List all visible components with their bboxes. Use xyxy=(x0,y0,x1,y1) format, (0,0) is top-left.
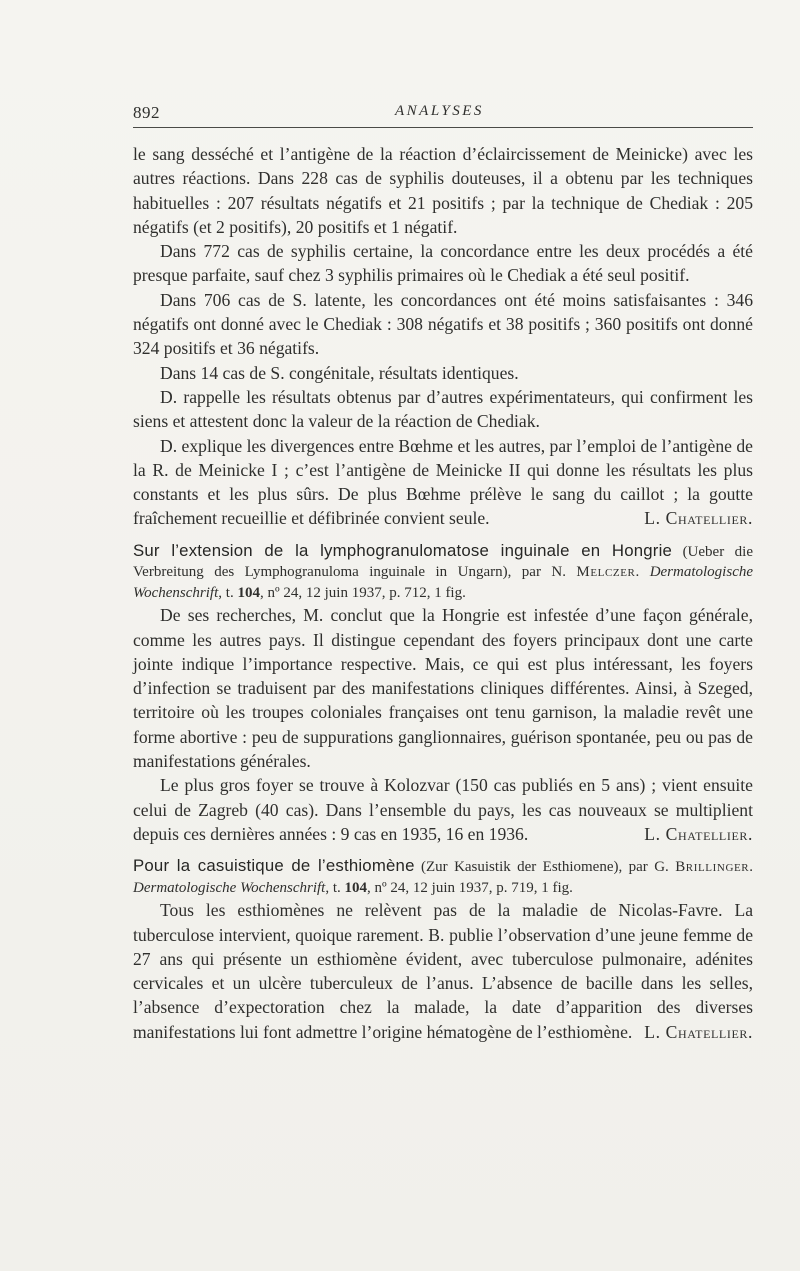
citation-part: (Ueber die Verbreitung des Lymphogranuloma inguinale in Ungarn), par N. xyxy=(133,543,754,581)
page-number: 892 xyxy=(133,103,160,122)
paragraph: D. rappelle les résultats obtenus par d’autres expérimentateurs, qui confirment les siens et attestent donc la valeur de la réaction de Chediak. xyxy=(133,386,753,432)
signature: L. Chatellier. xyxy=(644,1021,753,1042)
citation-part: , nº 24, 12 juin 1937, p. 712, 1 fig. xyxy=(259,584,466,601)
paragraph-text: D. explique les divergences entre Bœhme et les autres, par l’emploi de l’antigène de la R. de Meinicke I ; c’est l’antigène de Meinicke II qui donne les résultats les plus constants et les plus sûrs. De plus Bœhme prélève le sang du caillot ; la goutte fraîchement recueillie et défibrinée convient seule. xyxy=(133,435,753,529)
article-title: Pour la casuistique de l’esthiomène xyxy=(133,856,415,876)
citation-journal: Dermatologische Wochenschrift xyxy=(133,564,754,601)
article-heading xyxy=(133,856,753,898)
citation-part: . xyxy=(749,859,753,876)
running-head: ANALYSES xyxy=(395,103,484,119)
citation-author: Brillinger xyxy=(675,859,750,876)
citation-volume: 104 xyxy=(237,584,260,601)
paragraph: le sang desséché et l’antigène de la réaction d’éclaircissement de Meinicke) avec les autres réactions. Dans 228 cas de syphilis douteuses, il a obtenu par les techniques habituelles : 207 résultats négatifs et 21 positifs ; par la technique de Chediak : 205 négatifs (et 2 positifs), 20 positifs et 1 négatif. xyxy=(133,144,753,237)
paragraph: Tous les esthiomènes ne relèvent pas de la maladie de Nicolas-Favre. La tuberculose intervient, quoique rarement. B. publie l’observation d’une jeune femme de 27 ans qui présente un esthiomène évident, avec tuberculose pulmonaire, adénites cervicales et un ulcère tuberculeux de l’anus. L’absence de bacille dans les selles, l’absence d’expectoration chez la malade, la date d’apparition des diverses manifestations lui font admettre l’origine hématogène de l’esthiomène. xyxy=(133,900,753,1042)
review-chediak xyxy=(133,142,753,531)
paragraph: Le plus gros foyer se trouve à Kolozvar (150 cas publiés en 5 ans) ; vient ensuite celui de Zagreb (40 cas). Dans l’ensemble du pays, les cas nouveaux se multiplient depuis ces dernières années : 9 cas en 1935, 16 en 1936. xyxy=(133,775,753,844)
paragraph: Dans 772 cas de syphilis certaine, la concordance entre les deux procédés a été presque parfaite, sauf chez 3 syphilis primaires où le Chediak a été seul positif. xyxy=(133,241,753,286)
citation-journal: Dermatologische Wochenschrift xyxy=(133,879,326,896)
review-esthiomene xyxy=(133,856,753,1044)
citation-part: (Zur Kasuistik der Esthiomene), par G. xyxy=(414,859,676,876)
article-title: Sur l’extension de la lymphogranulomatose inguinale en Hongrie xyxy=(133,540,673,560)
citation-part: , t. xyxy=(325,879,345,896)
article-heading xyxy=(133,541,753,604)
paragraph: Dans 14 cas de S. congénitale, résultats identiques. xyxy=(160,362,519,383)
signature: L. Chatellier. xyxy=(644,508,753,529)
review-lymphogranulomatose xyxy=(133,541,753,846)
citation-volume: 104 xyxy=(344,879,368,896)
paragraph: Dans 706 cas de S. latente, les concordances ont été moins satisfaisantes : 346 négatifs ont donné avec le Chediak : 308 négatifs et 38 positifs ; 360 positifs ont donné 324 positifs et 36 négatifs. xyxy=(133,289,753,359)
citation-part: , t. xyxy=(218,584,238,601)
page-body xyxy=(133,142,753,1044)
citation-part: . xyxy=(635,564,650,581)
citation-author: Melczer xyxy=(576,564,636,581)
signature: L. Chatellier. xyxy=(644,823,753,844)
paragraph: De ses recherches, M. conclut que la Hongrie est infestée d’une façon générale, comme les autres pays. Il distingue cependant des foyers principaux dont une carte jointe indique l’importance respective. Mais, ce qui est plus intéressant, les foyers d’infection se traduisent par des manifestations cliniques différentes. Ainsi, à Szeged, territoire où les troupes coloniales françaises ont tenu garnison, la maladie revêt une forme abortive : peu de suppurations ganglionnaires, guérison spontanée, peu ou pas de manifestations générales. xyxy=(133,605,753,772)
page-header xyxy=(133,97,753,128)
citation-part: , nº 24, 12 juin 1937, p. 719, 1 fig. xyxy=(367,879,573,896)
